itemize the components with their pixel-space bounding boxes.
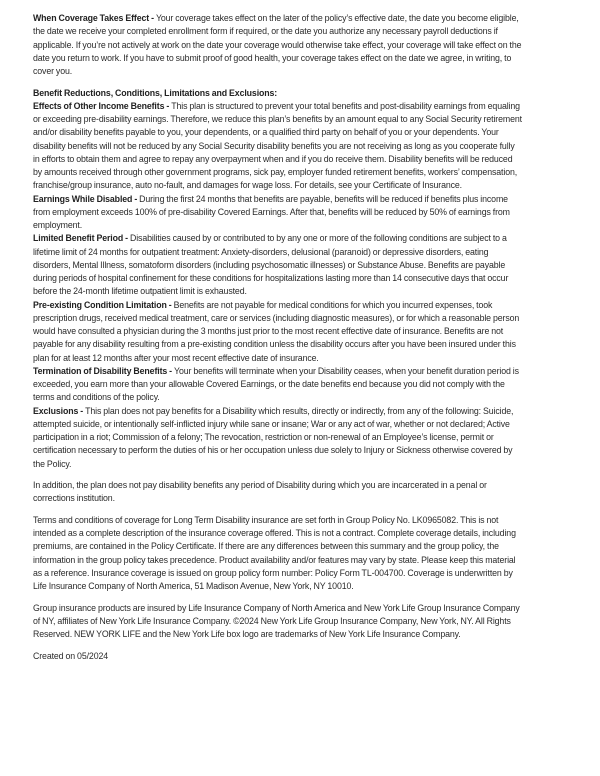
paragraph-earnings-while-disabled — [33, 193, 522, 233]
paragraph-lead: Termination of Disability Benefits - — [33, 365, 175, 376]
heading-text: Benefit Reductions, Conditions, Limitations and Exclusions: — [33, 87, 278, 98]
paragraph-exclusions — [33, 405, 522, 471]
paragraph-incarceration-note — [33, 479, 522, 506]
paragraph-lead: Earnings While Disabled - — [33, 193, 140, 204]
heading-benefit-reductions — [33, 87, 522, 100]
paragraph-body: This plan is structured to prevent your total benefits and post-disability earnings from equaling or exceeding pre-disability earnings. Therefore, we reduce this plan’s benefits by an amount equal to any Social Security retirement and/or disability benefits payable to you, your dependents, or a qualified third party on behalf of you or your dependents. Your disability benefits will not be reduced by any Social Security disability benefits you are not receiving as long as you cooperate fully in efforts to obtain them and agree to repay any overpayment when and if you do receive them. Disability benefits will be reduced by amounts received through other government programs, sick pay, employer funded retirement benefits, workers’ compensation, franchise/group insurance, auto no-fault, and damages for wage loss. For details, see your Certificate of Insurance. — [33, 100, 522, 191]
paragraph-body: Disabilities caused by or contributed to by any one or more of the following conditions are subject to a lifetime limit of 24 months for outpatient treatment: Anxiety-disorders, delusional (paranoid) or depressive disorders, eating disorders, Mental Illness, somatoform disorders (including psychosomatic illnesses) or Substance Abuse. Benefits are payable during periods of hospital confinement for these conditions for hospitalizations lasting more than 14 consecutive days that occur before the 24-month lifetime outpatient limit is exhausted. — [33, 233, 509, 297]
paragraph-body: This plan does not pay benefits for a Disability which results, directly or indirectly, from any of the following: Suicide, attempted suicide, or intentionally self-inflicted injury while sane or insane; War or any act of war, whether or not declared; Active participation in a riot; Commission of a felony; The revocation, restriction or non-renewal of an Employee’s license, permit or certification necessary to perform the duties of his or her occupation unless due solely to Injury or Sickness otherwise covered by the Policy. — [33, 405, 514, 469]
paragraph-when-coverage-takes-effect — [33, 12, 522, 78]
paragraph-lead: Pre-existing Condition Limitation - — [33, 299, 174, 310]
paragraph-termination-of-disability-benefits — [33, 365, 522, 405]
paragraph-lead: When Coverage Takes Effect - — [33, 13, 156, 23]
paragraph-body: Benefits are not payable for medical conditions for which you incurred expenses, took prescription drugs, received medical treatment, care or services (including diagnostic measures), or for which a reasonable person would have consulted a physician during the 3 months just prior to the most recent effective date of insurance. Benefits are not payable for any disability resulting from a pre-existing condition unless the disability occurs after you have been insured under this plan for at least 12 months after your most recent effective date of insurance. — [33, 299, 520, 363]
paragraph-body: Your benefits will terminate when your Disability ceases, when your benefit duration period is exceeded, you earn more than your allowable Covered Earnings, or the date benefits end because you did not comply with the terms and conditions of the policy. — [33, 365, 519, 403]
created-on-text: Created on 05/2024 — [33, 650, 109, 661]
paragraph-body: Your coverage takes effect on the later of the policy’s effective date, the date you become eligible, the date we receive your completed enrollment form if required, or the date you authorize any necessary payroll deductions if applicable. If you’re not actively at work on the date your coverage would otherwise take effect, your coverage will take effect on the date you return to work. If you have to submit proof of good health, your coverage takes effect on the date we agree, in writing, to cover you. — [33, 13, 522, 76]
paragraph-body: Terms and conditions of coverage for Long Term Disability insurance are set forth in Group Policy No. LK0965082. This is not intended as a complete description of the insurance coverage offered. This is not a contract. Complete coverage details, including premiums, are contained in the Policy Certificate. If there are any differences between this summary and the group policy, the information in the group policy takes precedence. Product availability and/or features may vary by state. Please keep this material as a reference. Insurance coverage is issued on group policy form number: Policy Form TL-004700. Coverage is underwritten by Life Insurance Company of North America, 51 Madison Avenue, New York, NY 10010. — [33, 514, 516, 592]
paragraph-limited-benefit-period — [33, 232, 522, 298]
paragraph-legal-trademark — [33, 602, 522, 642]
paragraph-pre-existing-condition-limitation — [33, 299, 522, 365]
paragraph-lead: Limited Benefit Period - — [33, 233, 130, 244]
paragraph-lead: Effects of Other Income Benefits - — [33, 100, 172, 111]
paragraph-effects-of-other-income-benefits — [33, 100, 522, 193]
paragraph-terms-and-conditions — [33, 514, 522, 594]
paragraph-body: In addition, the plan does not pay disability benefits any period of Disability during which you are incarcerated in a penal or corrections institution. — [33, 480, 487, 504]
paragraph-created-on — [33, 650, 522, 663]
paragraph-lead: Exclusions - — [33, 405, 86, 416]
paragraph-body: Group insurance products are insured by Life Insurance Company of North America and New York Life Group Insurance Company of NY, affiliates of New York Life Insurance Company. ©2024 New York Life Group Insurance Company, New York, NY. All Rights Reserved. NEW YORK LIFE and the New York Life box logo are trademarks of New York Life Insurance Company. — [33, 602, 520, 640]
paragraph-body: During the first 24 months that benefits are payable, benefits will be reduced if benefits plus income from employment exceeds 100% of pre-disability Covered Earnings. After that, benefits will be reduced by 50% of earnings from employment. — [33, 193, 510, 231]
